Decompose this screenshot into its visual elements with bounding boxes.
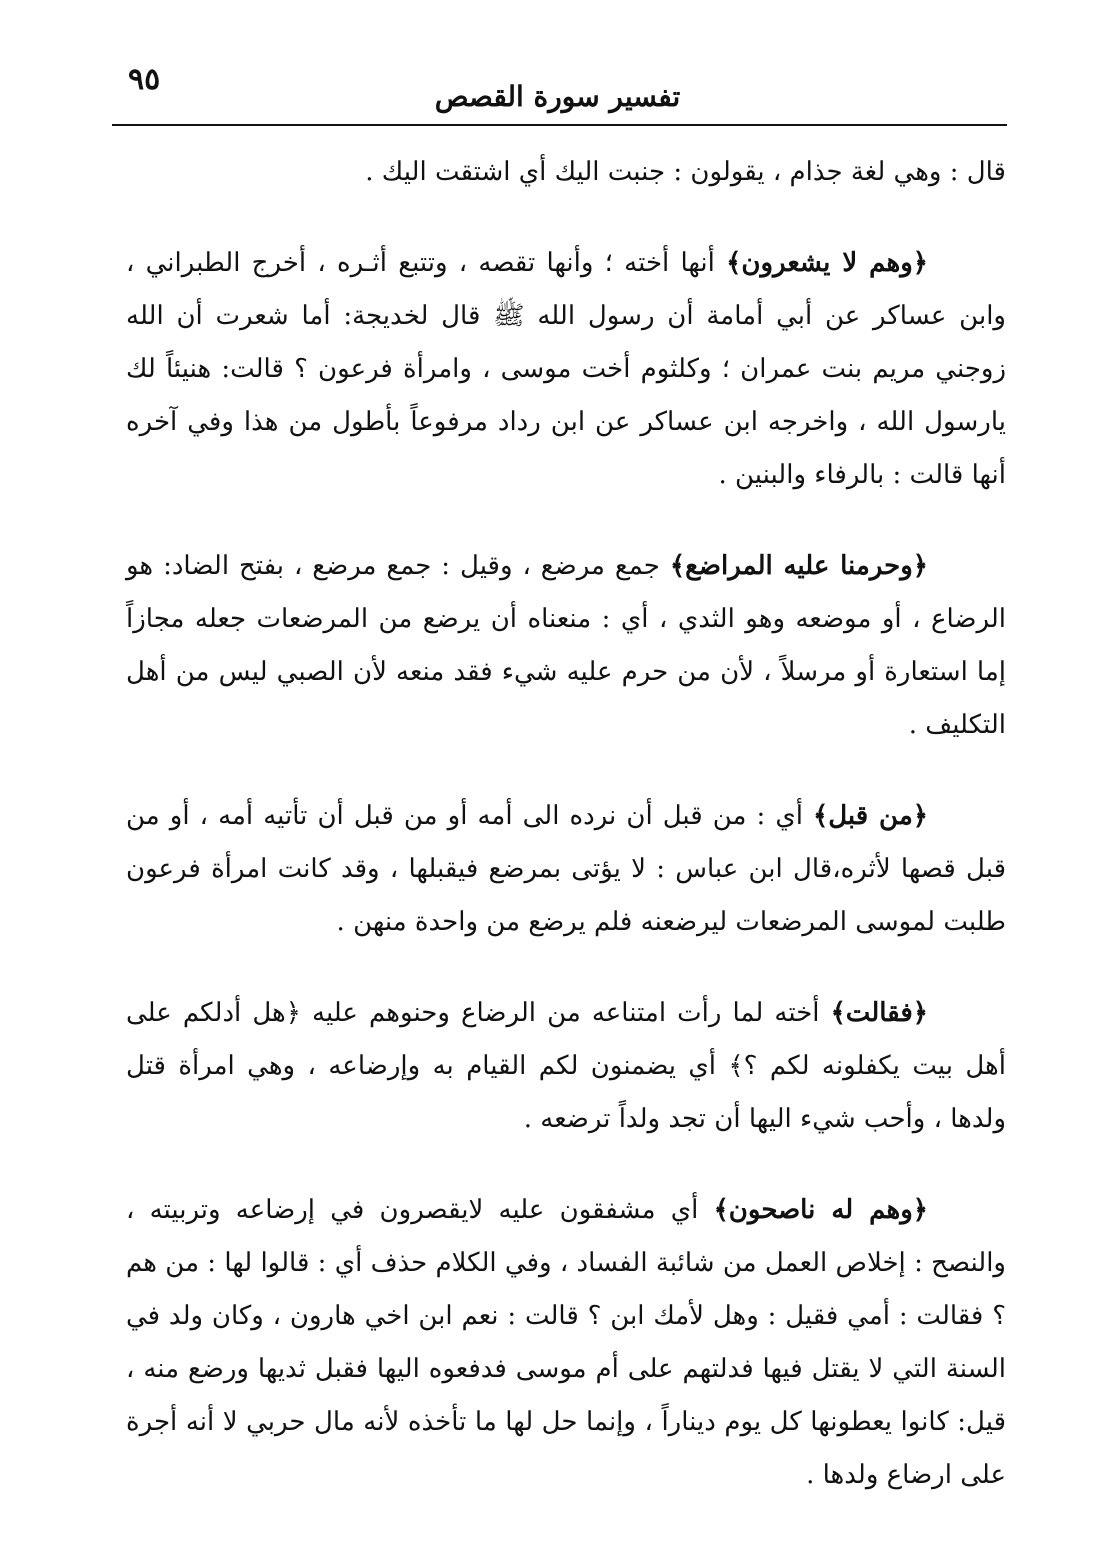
paragraph-text: أي : من قبل أن نرده الى أمه أو من قبل أن تأتيه أمه ، أو من قبل قصها لأثره،قال ابن عباس : لا يؤتى بمرضع فيقبلها ، وقد كانت امرأة فرعون طلبت لموسى المرضعات ليرضعنه فلم يرضع من واحدة منهن . (126, 801, 1006, 937)
paragraph-text: أخته لما رأت امتناعه من الرضاع وحنوهم عليه ﴿هل أدلكم على أهل بيت يكفلونه لكم ؟﴾ أي يضمنون لكم القيام به وإرضاعه ، وهي امرأة قتل ولدها ، وأحب شيء اليها أن تجد ولداً ترضعه . (126, 998, 1006, 1134)
header-divider (112, 124, 1007, 126)
paragraph-text: أنها أخته ؛ وأنها تقصه ، وتتبع أثـره ، أخرج الطبراني ، وابن عساكر عن أبي أمامة أن رسول الله ﷺ قال لخديجة: أما شعرت أن الله زوجني مريم بنت عمران ؛ وكلثوم أخت موسى ، وامرأة فرعون ؟ قالت: هنيئاً لك يارسول الله ، واخرجه ابن عساكر عن ابن رداد مرفوعاً بأطول من هذا وفي آخره أنها قالت : بالرفاء والبنين . (126, 248, 1007, 490)
paragraph (126, 1184, 1006, 1502)
paragraph (126, 146, 1006, 199)
paragraph (126, 987, 1006, 1146)
running-title: تفسير سورة القصص (434, 80, 681, 113)
page-body (126, 146, 1006, 1540)
page-number: ٩٥ (128, 62, 161, 97)
verse-quote: ﴿فقالت﴾ (830, 998, 928, 1028)
paragraph-text: أي مشفقون عليه لايقصرون في إرضاعه وتربيته ، والنصح : إخلاص العمل من شائبة الفساد ، وفي الكلام حذف أي : قالوا لها : من هم ؟ فقالت : أمي فقيل : وهل لأمك ابن ؟ قالت : نعم ابن اخي هارون ، وكان ولد في السنة التي لا يقتل فيها فدلتهم على أم موسى فدفعوه اليها فقبل ثديها ورضع منه ، قيل: كانوا يعطونها كل يوم ديناراً ، وإنما حل لها ما تأخذه لأنه مال حربي لا أنه أجرة على ارضاع ولدها . (126, 1195, 1006, 1490)
verse-quote: ﴿وهم له ناصحون﴾ (713, 1195, 928, 1225)
paragraph (126, 237, 1006, 502)
paragraph (126, 790, 1006, 949)
paragraph-text: جمع مرضع ، وقيل : جمع مرضع ، بفتح الضاد: هو الرضاع ، أو موضعه وهو الثدي ، أي : منعناه أن يرضع من المرضعات جعله مجازاً إما استعارة أو مرسلاً ، لأن من حرم عليه شيء فقد منعه لأن الصبي ليس من أهل التكليف . (126, 551, 1006, 740)
paragraph (126, 540, 1006, 752)
paragraph-text: قال : وهي لغة جذام ، يقولون : جنبت اليك أي اشتقت اليك . (365, 157, 1006, 187)
verse-quote: ﴿وحرمنا عليه المراضع﴾ (669, 551, 928, 581)
verse-quote: ﴿وهم لا يشعرون﴾ (726, 248, 928, 278)
verse-quote: ﴿من قبل﴾ (812, 801, 928, 831)
